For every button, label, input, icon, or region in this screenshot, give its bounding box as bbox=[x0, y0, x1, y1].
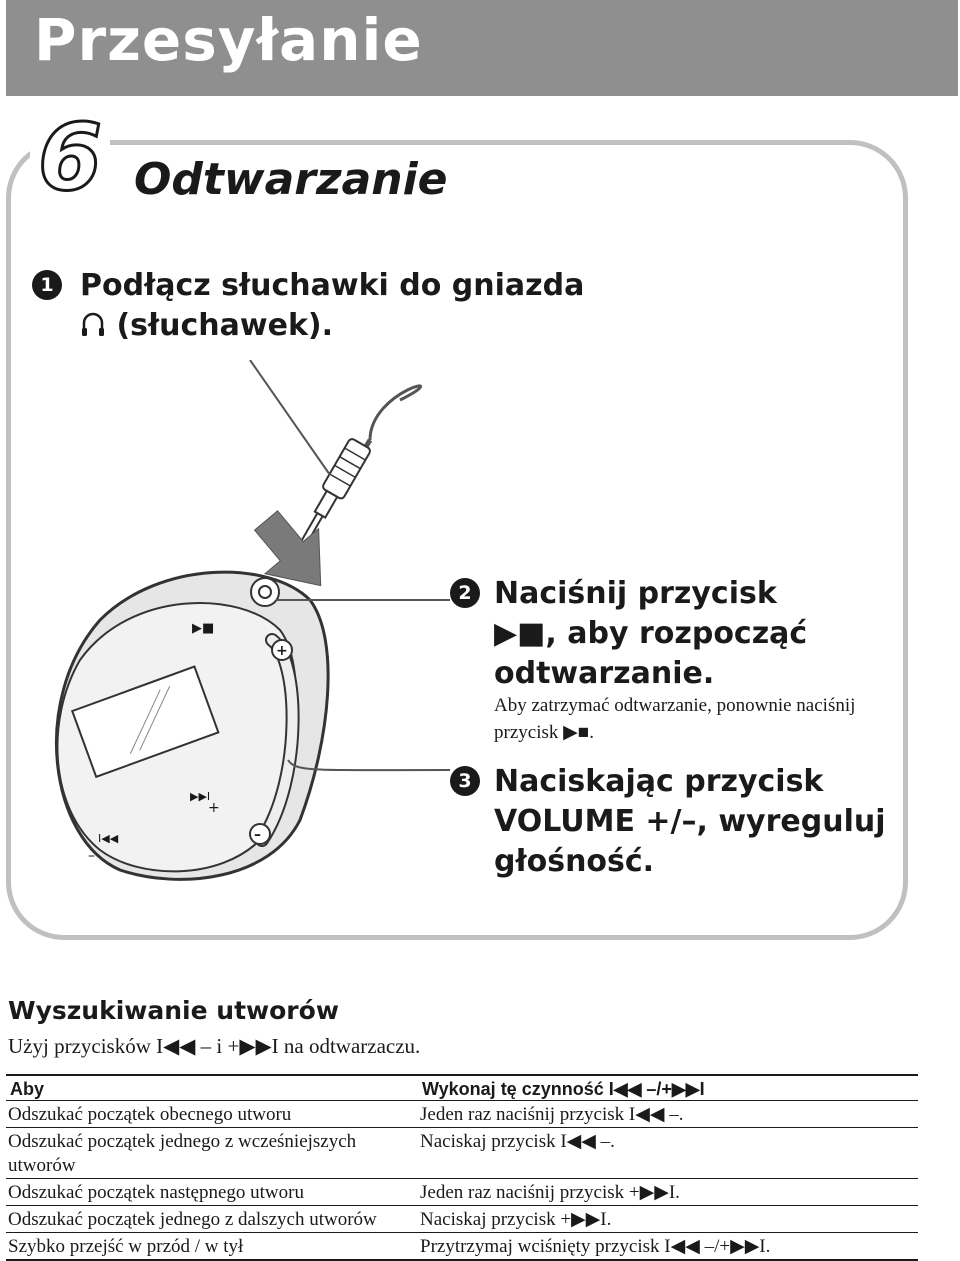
step-2-note bbox=[494, 692, 855, 746]
section-number: 6 bbox=[30, 108, 110, 208]
table-row bbox=[6, 1233, 918, 1261]
search-table bbox=[6, 1074, 918, 1261]
table-cell-action: Jeden raz naciśnij przycisk +▶▶I. bbox=[418, 1179, 918, 1206]
page-title: Przesyłanie bbox=[34, 6, 423, 74]
headphone-cable bbox=[370, 386, 421, 440]
table-cell-goal: Szybko przejść w przód / w tył bbox=[6, 1233, 418, 1261]
step-2-note-line-2: przycisk ▶■. bbox=[494, 722, 594, 743]
search-heading: Wyszukiwanie utworów bbox=[8, 996, 339, 1025]
table-cell-action: Naciskaj przycisk +▶▶I. bbox=[418, 1206, 918, 1233]
play-stop-label: ▶■ bbox=[192, 621, 215, 636]
table-row bbox=[6, 1179, 918, 1206]
table-cell-goal: Odszukać początek następnego utworu bbox=[6, 1179, 418, 1206]
column-header-action: Wykonaj tę czynność I◀◀ –/+▶▶I bbox=[418, 1075, 918, 1101]
table-cell-goal: Odszukać początek obecnego utworu bbox=[6, 1101, 418, 1128]
step-3-line-1: Naciskając przycisk bbox=[494, 764, 824, 799]
svg-text:+: + bbox=[276, 643, 288, 659]
headphones-icon bbox=[80, 308, 116, 343]
table-cell-action: Jeden raz naciśnij przycisk I◀◀ –. bbox=[418, 1101, 918, 1128]
next-label: ▶▶I bbox=[190, 790, 211, 803]
step-2-line-1: Naciśnij przycisk bbox=[494, 576, 777, 611]
minus-label: – bbox=[88, 848, 95, 864]
table-row bbox=[6, 1101, 918, 1128]
prev-label: I◀◀ bbox=[98, 832, 119, 845]
step-2-note-line-1: Aby zatrzymać odtwarzanie, ponownie naciśnij bbox=[494, 695, 856, 716]
player-illustration bbox=[40, 360, 450, 900]
step-2-line-3: odtwarzanie. bbox=[494, 656, 715, 691]
step-3-line-2: VOLUME +/–, wyreguluj bbox=[494, 804, 886, 839]
table-row bbox=[6, 1206, 918, 1233]
table-cell-goal: Odszukać początek jednego z dalszych utworów bbox=[6, 1206, 418, 1233]
step-2-badge: 2 bbox=[450, 578, 480, 608]
step-1-line-2-text: (słuchawek). bbox=[116, 308, 334, 343]
plus-label: + bbox=[208, 800, 220, 816]
step-2-line-2: ▶■, aby rozpocząć bbox=[494, 616, 808, 651]
step-3-line-3: głośność. bbox=[494, 844, 655, 879]
step-3-badge: 3 bbox=[450, 766, 480, 796]
table-row bbox=[6, 1128, 918, 1179]
table-cell-goal: Odszukać początek jednego z wcześniejszych utworów bbox=[6, 1128, 418, 1179]
pointer-line bbox=[250, 360, 330, 475]
step-1-line-1: Podłącz słuchawki do gniazda bbox=[80, 268, 585, 303]
header-bar bbox=[6, 0, 958, 96]
section-title: Odtwarzanie bbox=[134, 154, 454, 205]
step-1-badge: 1 bbox=[32, 270, 62, 300]
table-cell-action: Naciskaj przycisk I◀◀ –. bbox=[418, 1128, 918, 1179]
step-1-text bbox=[80, 266, 584, 346]
step-2-text bbox=[494, 574, 807, 694]
column-header-aby: Aby bbox=[6, 1075, 418, 1101]
table-header-row bbox=[6, 1075, 918, 1101]
step-3-text bbox=[494, 762, 886, 882]
search-intro: Użyj przycisków I◀◀ – i +▶▶I na odtwarzaczu. bbox=[8, 1034, 421, 1058]
table-cell-action: Przytrzymaj wciśnięty przycisk I◀◀ –/+▶▶I. bbox=[418, 1233, 918, 1261]
step-1-line-2 bbox=[80, 306, 584, 346]
svg-text:–: – bbox=[254, 827, 261, 843]
